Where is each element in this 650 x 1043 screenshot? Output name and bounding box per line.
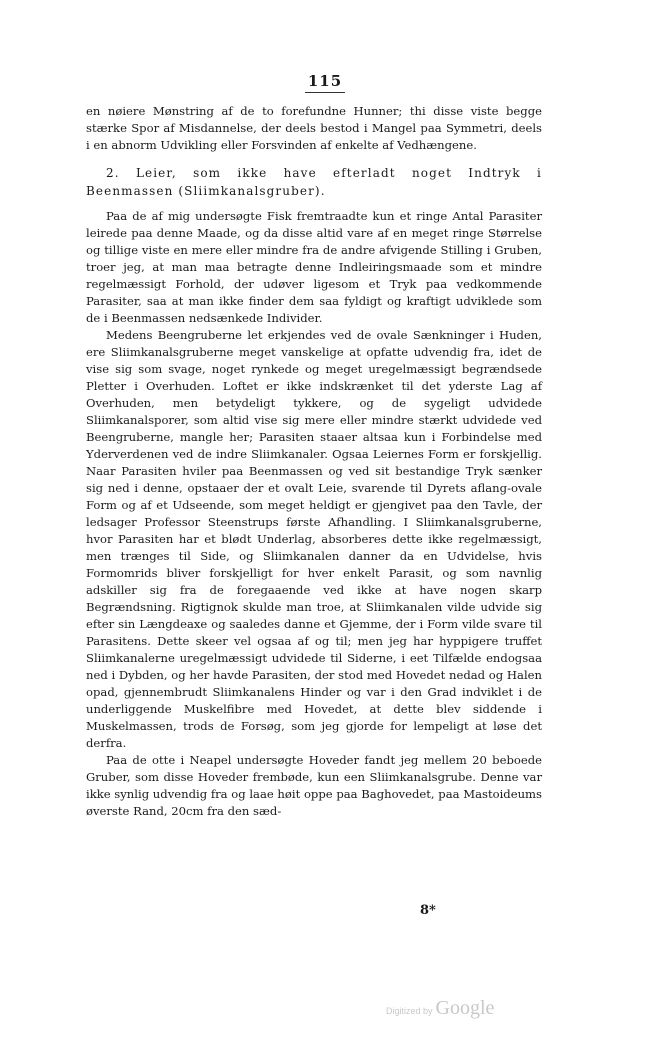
paragraph: Paa de af mig undersøgte Fisk fremtraadte kun et ringe Antal Parasiter leirede paa denne Maade, og da disse altid vare af en meget ringe Størrelse og tillige viste en mere eller mindre fra de andre afvigende Stilling i Gruben, troer jeg, at man maa betragte denne Indleiringsmaade som et mindre regelmæssigt Forhold, der udøver ligesom et Tryk paa vedkommende Parasiter, saa at man ikke finder dem saa fyldigt og kraftigt udviklede som de i Beenmassen nedsænkede Individer. — [86, 209, 542, 325]
digitized-watermark — [386, 997, 494, 1020]
paragraph-continuation: en nøiere Mønstring af de to forefundne Hunner; thi disse viste begge stærke Spor af Misdannelse, der deels bestod i Mangel paa Symmetri, deels i en abnorm Udvikling eller Forsvinden af enkelte af Vedhængene. — [86, 104, 542, 152]
paragraph: Medens Beengruberne let erkjendes ved de ovale Sænkninger i Huden, ere Sliimkanalsgruberne meget vanskelige at opfatte udvendig fra, idet de vise sig som svage, noget rynkede og meget uregelmæssigt begrændsede Pletter i Overhuden. Loftet er ikke indskrænket til det yderste Lag af Overhuden, men betydeligt tykkere, og de sygeligt udvidede Sliimkanalsporer, som altid vise sig mere eller mindre stærkt udvidede ved Beengruberne, mangle her; Parasiten staaer altsaa kun i Forbindelse med Yderverdenen ved de indre Sliimkanaler. Ogsaa Leiernes Form er forskjellig. Naar Parasiten hviler paa Beenmassen og ved sit bestandige Tryk sænker sig ned i denne, opstaaer der et ovalt Leie, svarende til Dyrets aflang-ovale Form og af et Udseende, som meget heldigt er gjengivet paa den Tavle, der ledsager Professor Steenstrups første Afhandling. I Sliimkanalsgruberne, hvor Parasiten har et blødt Underlag, absorberes dette ikke regelmæssigt, men trænges til Side, og Sliimkanalen danner da en Udvidelse, hvis Formomrids bliver forskjelligt for hver enkelt Parasit, og som navnlig adskiller sig fra de foregaaende ved ikke at have nogen skarp Begrændsning. Rigtignok skulde man troe, at Sliimkanalen vilde udvide sig efter sin Længdeaxe og saaledes danne et Gjemme, der i Form vilde svare til Parasitens. Dette skeer vel ogsaa af og til; men jeg har hyppigere truffet Sliimkanalerne uregelmæssigt udvidede til Siderne, i eet Tilfælde endogsaa ned i Dybden, og her havde Parasiten, der stod med Hovedet nedad og Halen opad, gjennembrudt Sliimkanalens Hinder og var i den Grad indviklet i de underliggende Muskelfibre med Hovedet, at dette blev siddende i Muskelmassen, trods de Forsøg, som jeg gjorde for lempeligt at løse det derfra. — [86, 328, 542, 750]
page-number — [0, 72, 650, 93]
watermark-digitized-text: Digitized by — [386, 1006, 433, 1016]
page-number-text: 115 — [305, 72, 345, 93]
google-logo: Google — [435, 997, 495, 1019]
section-heading: 2. Leier, som ikke have efterladt noget Indtryk i Beenmassen (Sliimkanalsgruber). — [86, 166, 542, 198]
body-text — [86, 103, 542, 820]
paragraph: Paa de otte i Neapel undersøgte Hoveder fandt jeg mellem 20 beboede Gruber, som disse Hoveder frembøde, kun een Sliimkanalsgrube. Denne var ikke synlig udvendig fra og laae høit oppe paa Baghovedet, paa Mastoideums øverste Rand, 20cm fra den sæd- — [86, 753, 542, 818]
signature-mark: 8* — [420, 903, 436, 918]
